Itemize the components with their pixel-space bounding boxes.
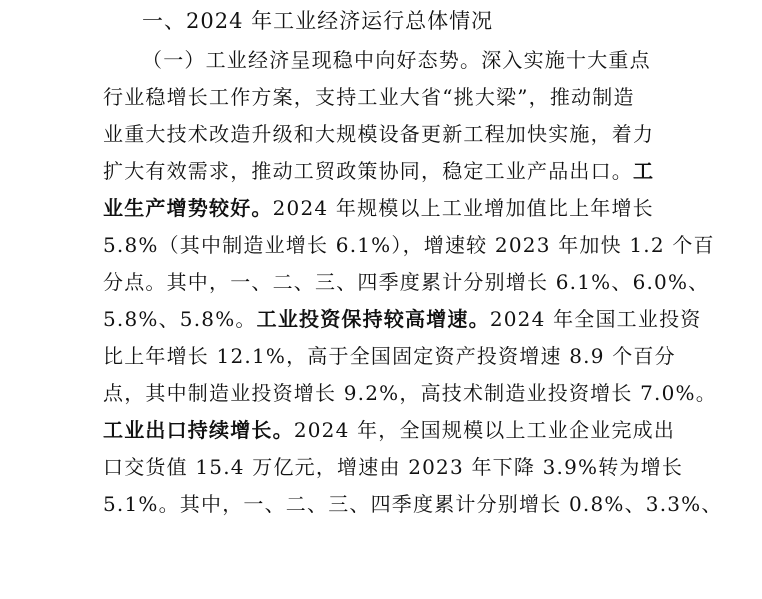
text-run: 行业稳增长工作方案，支持工业大省“挑大梁”，推动制造	[103, 85, 635, 109]
paragraph-line	[103, 339, 676, 373]
paragraph-line	[103, 80, 663, 114]
bold-text-run: 工业出口持续增长。	[103, 418, 294, 442]
paragraph-line	[103, 265, 710, 299]
text-run: 比上年增长 12.1%，高于全国固定资产投资增速 8.9 个百分	[103, 344, 676, 368]
text-run: 2024 年规模以上工业增加值比上年增长	[272, 196, 654, 220]
paragraph-line	[103, 154, 663, 188]
text-run: 业重大技术改造升级和大规模设备更新工程加快实施，着力	[103, 122, 655, 146]
bold-text-run: 业生产增势较好。	[103, 196, 273, 220]
paragraph-line	[103, 228, 715, 262]
text-run: （一）工业经济呈现稳中向好态势。深入实施十大重点	[142, 48, 651, 72]
text-run: 2024 年，全国规模以上工业企业完成出	[293, 418, 676, 442]
paragraph-line	[103, 413, 676, 447]
text-run: 5.8%（其中制造业增长 6.1%），增速较 2023 年加快 1.2 个百	[103, 233, 715, 257]
section-heading: 一、2024 年工业经济运行总体情况	[142, 9, 494, 33]
text-run: 点，其中制造业投资增长 9.2%，高技术制造业投资增长 7.0%。	[103, 381, 717, 405]
paragraph-line	[103, 487, 723, 521]
paragraph-line	[103, 191, 663, 225]
text-run: 2024 年全国工业投资	[489, 307, 702, 331]
paragraph-line	[103, 376, 717, 410]
bold-text-run: 工	[633, 159, 655, 183]
paragraph-line	[103, 450, 684, 484]
text-run: 扩大有效需求，推动工贸政策协同，稳定工业产品出口。	[103, 159, 633, 183]
paragraph-line	[103, 302, 702, 336]
paragraph-line	[142, 43, 702, 77]
text-run: 分点。其中，一、二、三、四季度累计分别增长 6.1%、6.0%、	[103, 270, 710, 294]
text-run: 口交货值 15.4 万亿元，增速由 2023 年下降 3.9%转为增长	[103, 455, 684, 479]
bold-text-run: 工业投资保持较高增速。	[256, 307, 490, 331]
text-run: 5.8%、5.8%。	[103, 307, 257, 331]
paragraph-line	[103, 117, 663, 151]
text-run: 5.1%。其中，一、二、三、四季度累计分别增长 0.8%、3.3%、	[103, 492, 723, 516]
